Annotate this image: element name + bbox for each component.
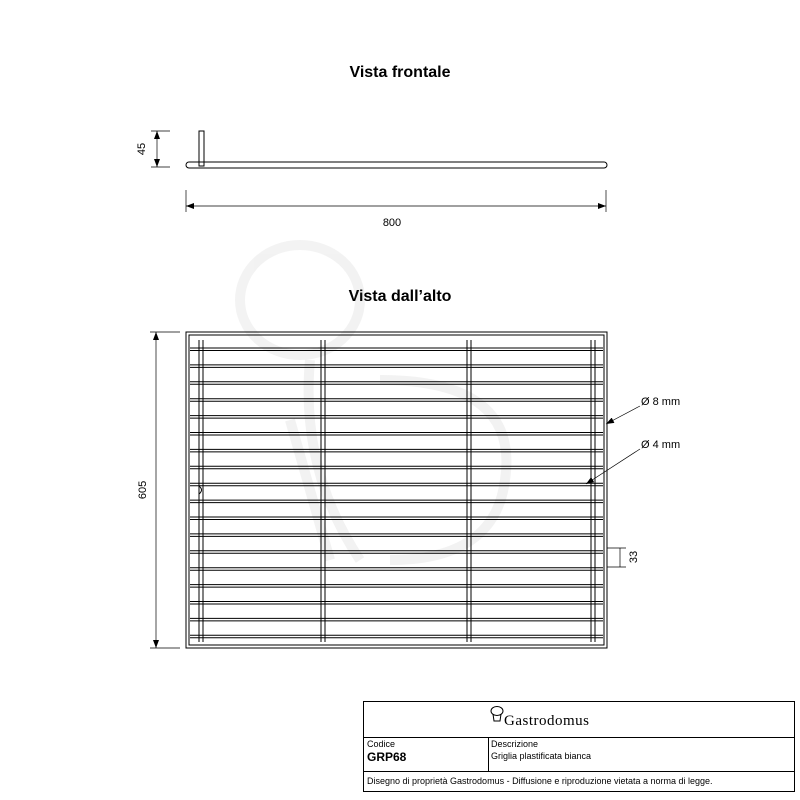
top-view-title: Vista dall’alto: [348, 288, 452, 305]
front-height-label: 45: [135, 142, 148, 156]
support-bar-right: [467, 340, 471, 642]
cross-rods: [190, 348, 603, 638]
description-value: Griglia plastificata bianca: [491, 751, 592, 761]
code-label: Codice: [367, 739, 396, 749]
chef-hat-icon: [490, 706, 504, 722]
front-height-dimension: [151, 131, 170, 167]
front-frame-bar: [186, 162, 607, 168]
front-upright: [199, 131, 204, 166]
frame-wire-label: Ø 8 mm: [641, 396, 681, 408]
right-rails: [591, 340, 595, 642]
description-label: Descrizione: [491, 739, 539, 749]
pitch-label: 33: [627, 550, 640, 564]
left-rails: [199, 340, 203, 642]
width-dimension: [186, 190, 606, 212]
ownership-notice: Disegno di proprietà Gastrodomus - Diffusione e riproduzione vietata a norma di legge.: [367, 776, 713, 786]
code-value: GRP68: [367, 750, 407, 764]
depth-dimension: [150, 332, 180, 648]
watermark-logo: [240, 245, 506, 560]
title-block: [363, 701, 795, 792]
width-label: 800: [382, 217, 402, 229]
description-cell: [488, 737, 794, 772]
code-cell: [364, 737, 489, 772]
pitch-dimension: [607, 548, 626, 567]
brand-logo-text: Gastrodomus: [504, 713, 590, 729]
title-block-logo-row: [364, 702, 794, 738]
depth-label: 605: [136, 480, 149, 500]
front-view-title: Vista frontale: [349, 64, 451, 81]
rod-wire-label: Ø 4 mm: [641, 439, 681, 451]
frame-wire-callout: [606, 406, 640, 424]
front-view: [186, 131, 607, 168]
